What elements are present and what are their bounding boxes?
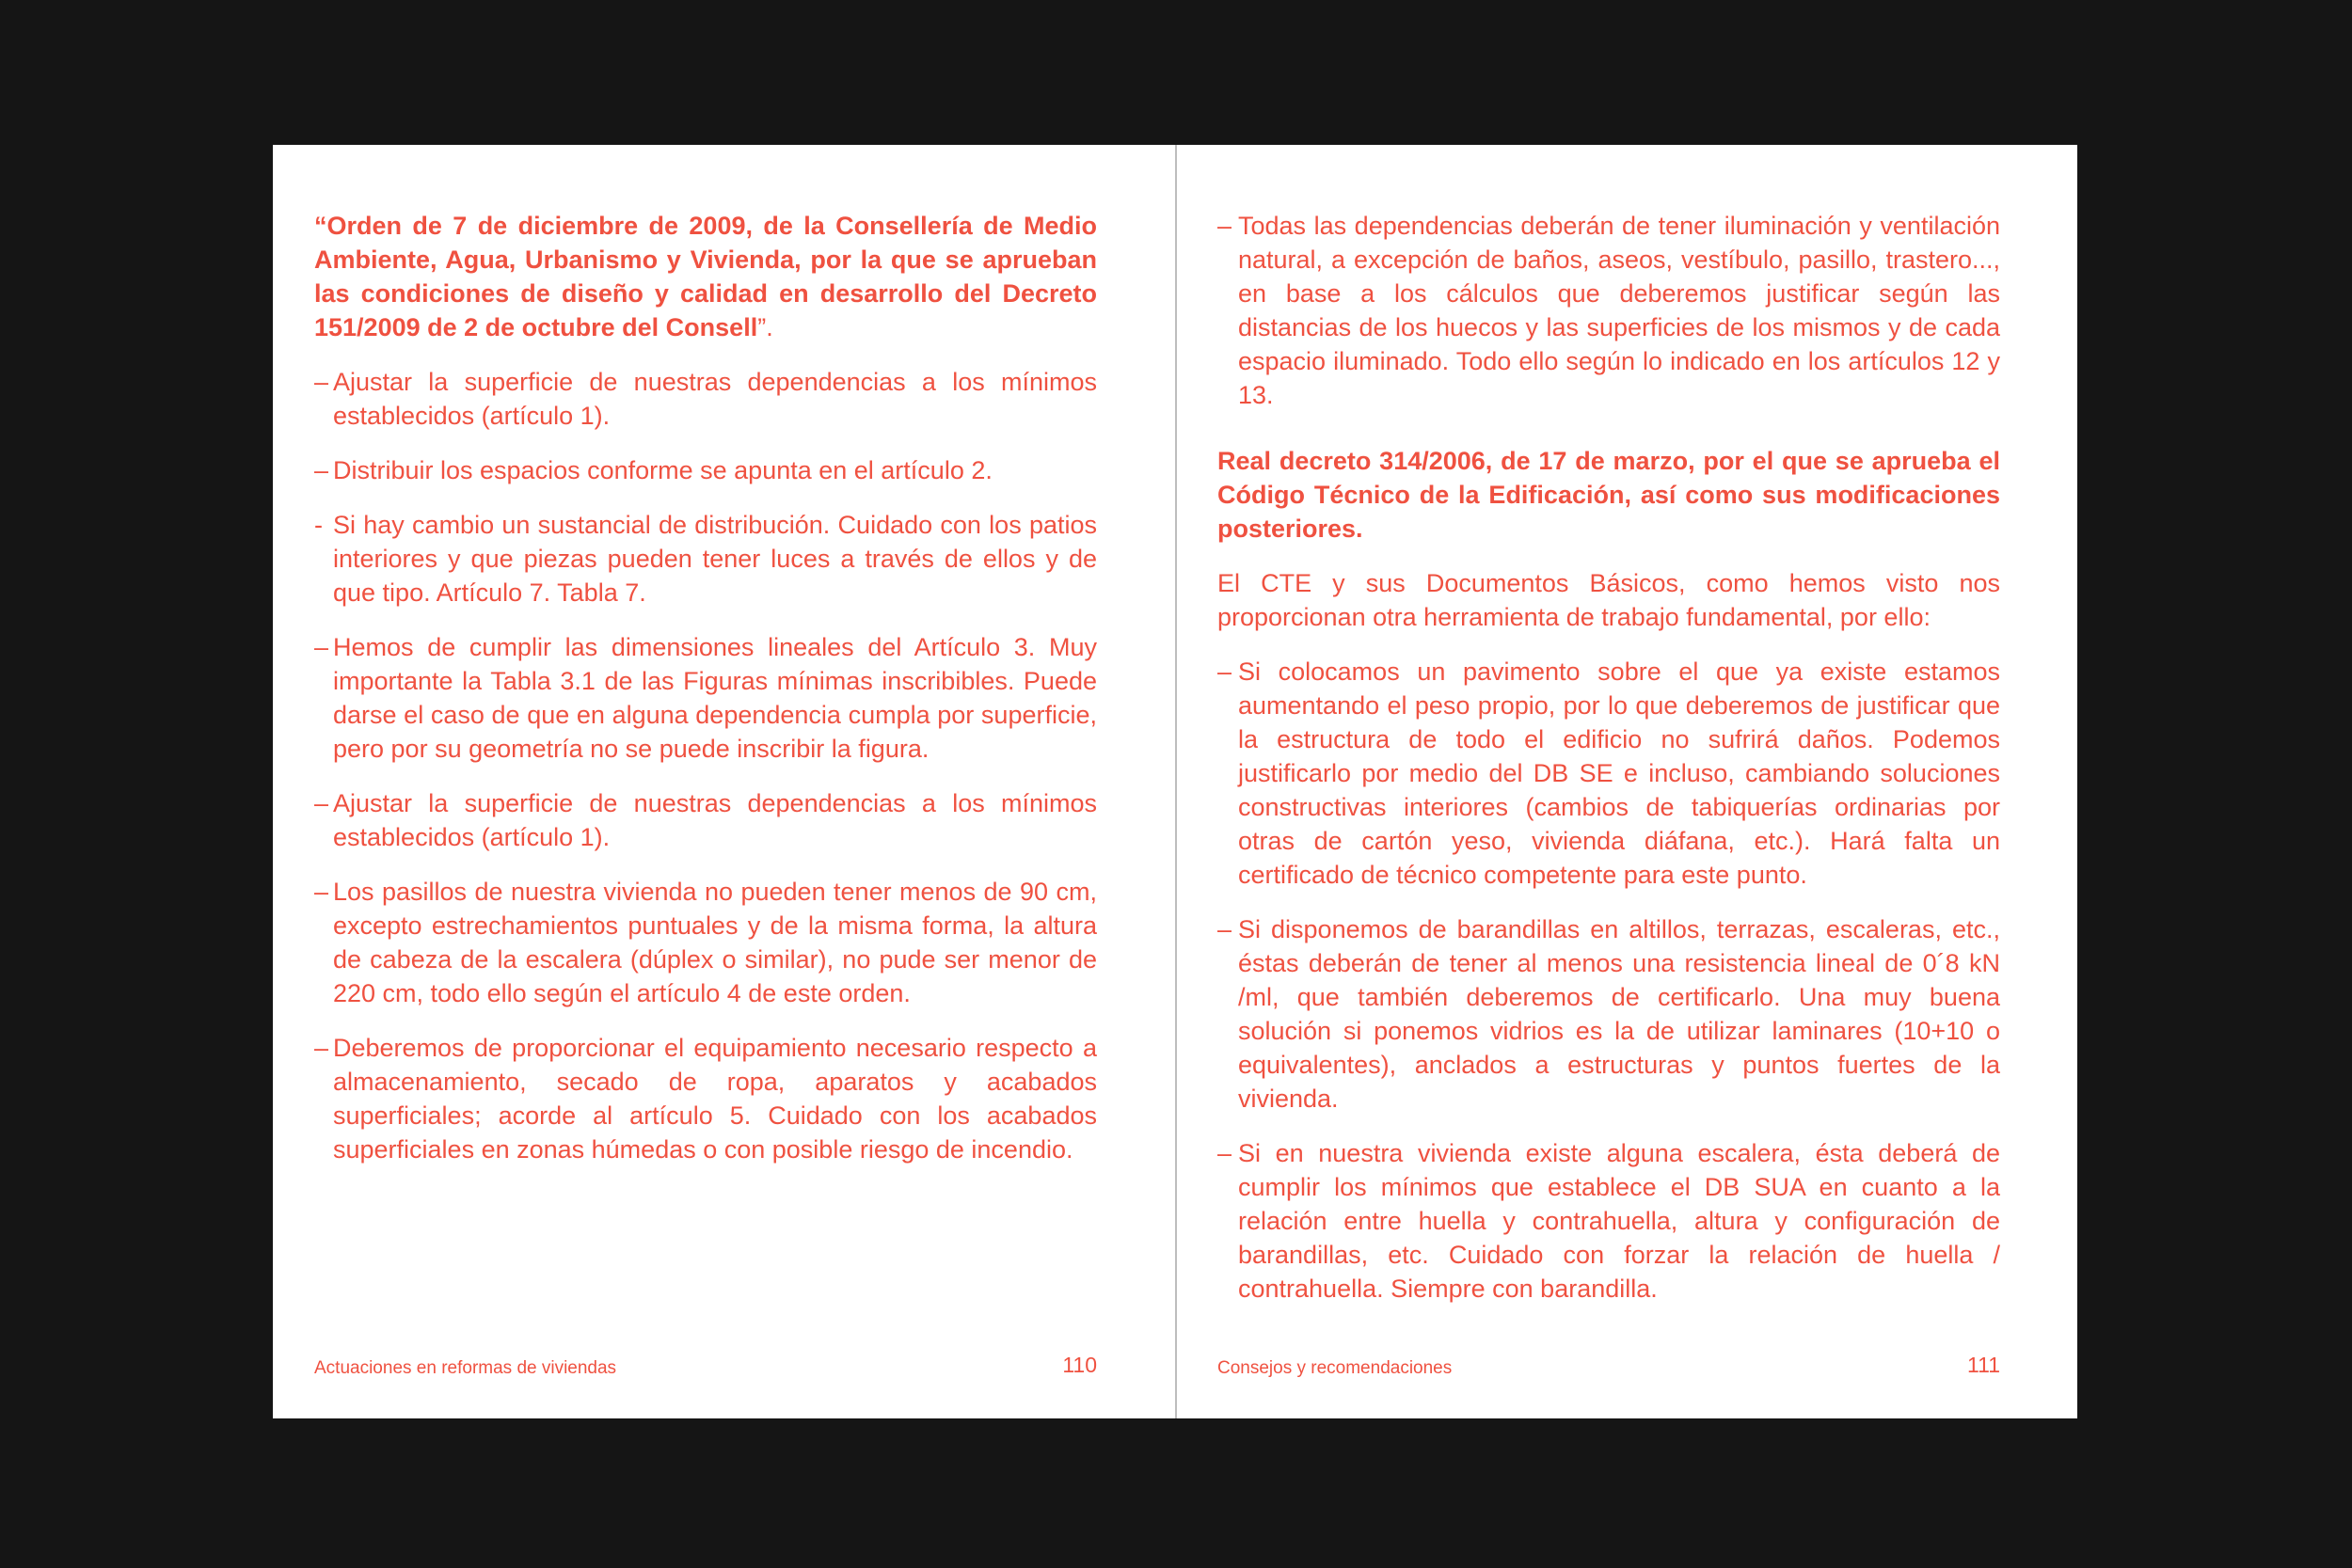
list-item-text: Hemos de cumplir las dimensiones lineales del Artículo 3. Muy importante la Tabla 3.1 de las Figuras mínimas inscribibles. Puede darse el caso de que en alguna dependencia cumpla por superficie, pero por su geometría no se puede inscribir la figura. — [333, 633, 1097, 763]
list-item — [1217, 655, 2000, 892]
list-dash: - — [314, 511, 323, 539]
list-item-text: Si colocamos un pavimento sobre el que ya existe estamos aumentando el peso propio, por lo que deberemos de justificar que la estructura de todo el edificio no sufrirá daños. Podemos justificarlo por medio del DB SE e incluso, cambiando soluciones constructivas interiores (cambios de tabiquerías ordinarias por otras de cartón yeso, vivienda diáfana, etc.). Hará falta un certificado de técnico competente para este punto. — [1238, 657, 2000, 889]
list-item — [314, 786, 1097, 854]
list-item — [1217, 209, 2000, 412]
list-dash: – — [1217, 212, 1232, 240]
list-item — [314, 508, 1097, 610]
list-item-text: Si en nuestra vivienda existe alguna escalera, ésta deberá de cumplir los mínimos que establece el DB SUA en cuanto a la relación entre huella y contrahuella, altura y configuración de barandillas, etc. Cuidado con forzar la relación de huella / contrahuella. Siempre con barandilla. — [1238, 1139, 2000, 1303]
list-item — [1217, 1136, 2000, 1306]
right-heading: Real decreto 314/2006, de 17 de marzo, por el que se aprueba el Código Técnico de la Edificación, así como sus modificaciones posteriores. — [1217, 447, 2000, 543]
list-item-text: Distribuir los espacios conforme se apunta en el artículo 2. — [333, 456, 993, 484]
page-number-right: 111 — [1967, 1353, 2000, 1377]
right-page — [1177, 145, 2079, 1418]
page-number-left: 110 — [1062, 1353, 1097, 1377]
right-page-text — [1217, 209, 2000, 1326]
right-intro: El CTE y sus Documentos Básicos, como hemos visto nos proporcionan otra herramienta de trabajo fundamental, por ello: — [1217, 569, 2000, 631]
list-item — [1217, 912, 2000, 1116]
left-page — [273, 145, 1175, 1418]
left-heading-bold: “Orden de 7 de diciembre de 2009, de la Consellería de Medio Ambiente, Agua, Urbanismo y Vivienda, por la que se aprueban las condiciones de diseño y calidad en desarrollo del Decreto 151/2009 de 2 de octubre del Consell — [314, 212, 1097, 341]
left-heading — [314, 209, 1097, 344]
list-dash: – — [314, 368, 329, 396]
list-item-text: Ajustar la superficie de nuestras dependencias a los mínimos establecidos (artículo 1). — [333, 368, 1097, 430]
list-item — [314, 875, 1097, 1010]
list-dash: – — [1217, 657, 1232, 686]
list-item-text: Deberemos de proporcionar el equipamiento necesario respecto a almacenamiento, secado de ropa, aparatos y acabados superficiales; acorde al artículo 5. Cuidado con los acabados superficiales en zonas húmedas o con posible riesgo de incendio. — [333, 1034, 1097, 1164]
list-item-text: Los pasillos de nuestra vivienda no pueden tener menos de 90 cm, excepto estrechamientos puntuales y de la misma forma, la altura de cabeza de la escalera (dúplex o similar), no pude ser menor de 220 cm, todo ello según el artículo 4 de este orden. — [333, 878, 1097, 1007]
list-item — [314, 1031, 1097, 1166]
list-dash: – — [314, 878, 329, 906]
list-item-text: Si hay cambio un sustancial de distribución. Cuidado con los patios interiores y que piezas pueden tener luces a través de ellos y de que tipo. Artículo 7. Tabla 7. — [333, 511, 1097, 607]
running-footer-left: Actuaciones en reformas de viviendas — [314, 1358, 617, 1378]
book-spread — [273, 145, 2077, 1418]
list-item — [314, 630, 1097, 766]
list-item-text: Ajustar la superficie de nuestras dependencias a los mínimos establecidos (artículo 1). — [333, 789, 1097, 851]
list-dash: – — [314, 1034, 329, 1062]
left-page-text — [314, 209, 1097, 1187]
list-dash: – — [314, 633, 329, 661]
running-footer-right: Consejos y recomendaciones — [1217, 1358, 1453, 1378]
list-dash: – — [1217, 915, 1232, 943]
list-dash: – — [1217, 1139, 1232, 1167]
list-item-text: Todas las dependencias deberán de tener iluminación y ventilación natural, a excepción de baños, aseos, vestíbulo, pasillo, trastero..., en base a los cálculos que deberemos justificar según las distancias de los huecos y las superficies de los mismos y de cada espacio iluminado. Todo ello según lo indicado en los artículos 12 y 13. — [1238, 212, 2000, 409]
list-item — [314, 365, 1097, 433]
left-heading-tail: ”. — [757, 313, 773, 341]
list-item-text: Si disponemos de barandillas en altillos, terrazas, escaleras, etc., éstas deberán de tener al menos una resistencia lineal de 0´8 kN /ml, que también deberemos de certificarlo. Una muy buena solución si ponemos vidrios es la de utilizar laminares (10+10 o equivalentes), anclados a estructuras y puntos fuertes de la vivienda. — [1238, 915, 2000, 1113]
list-dash: – — [314, 456, 329, 484]
list-item — [314, 453, 1097, 487]
list-dash: – — [314, 789, 329, 817]
